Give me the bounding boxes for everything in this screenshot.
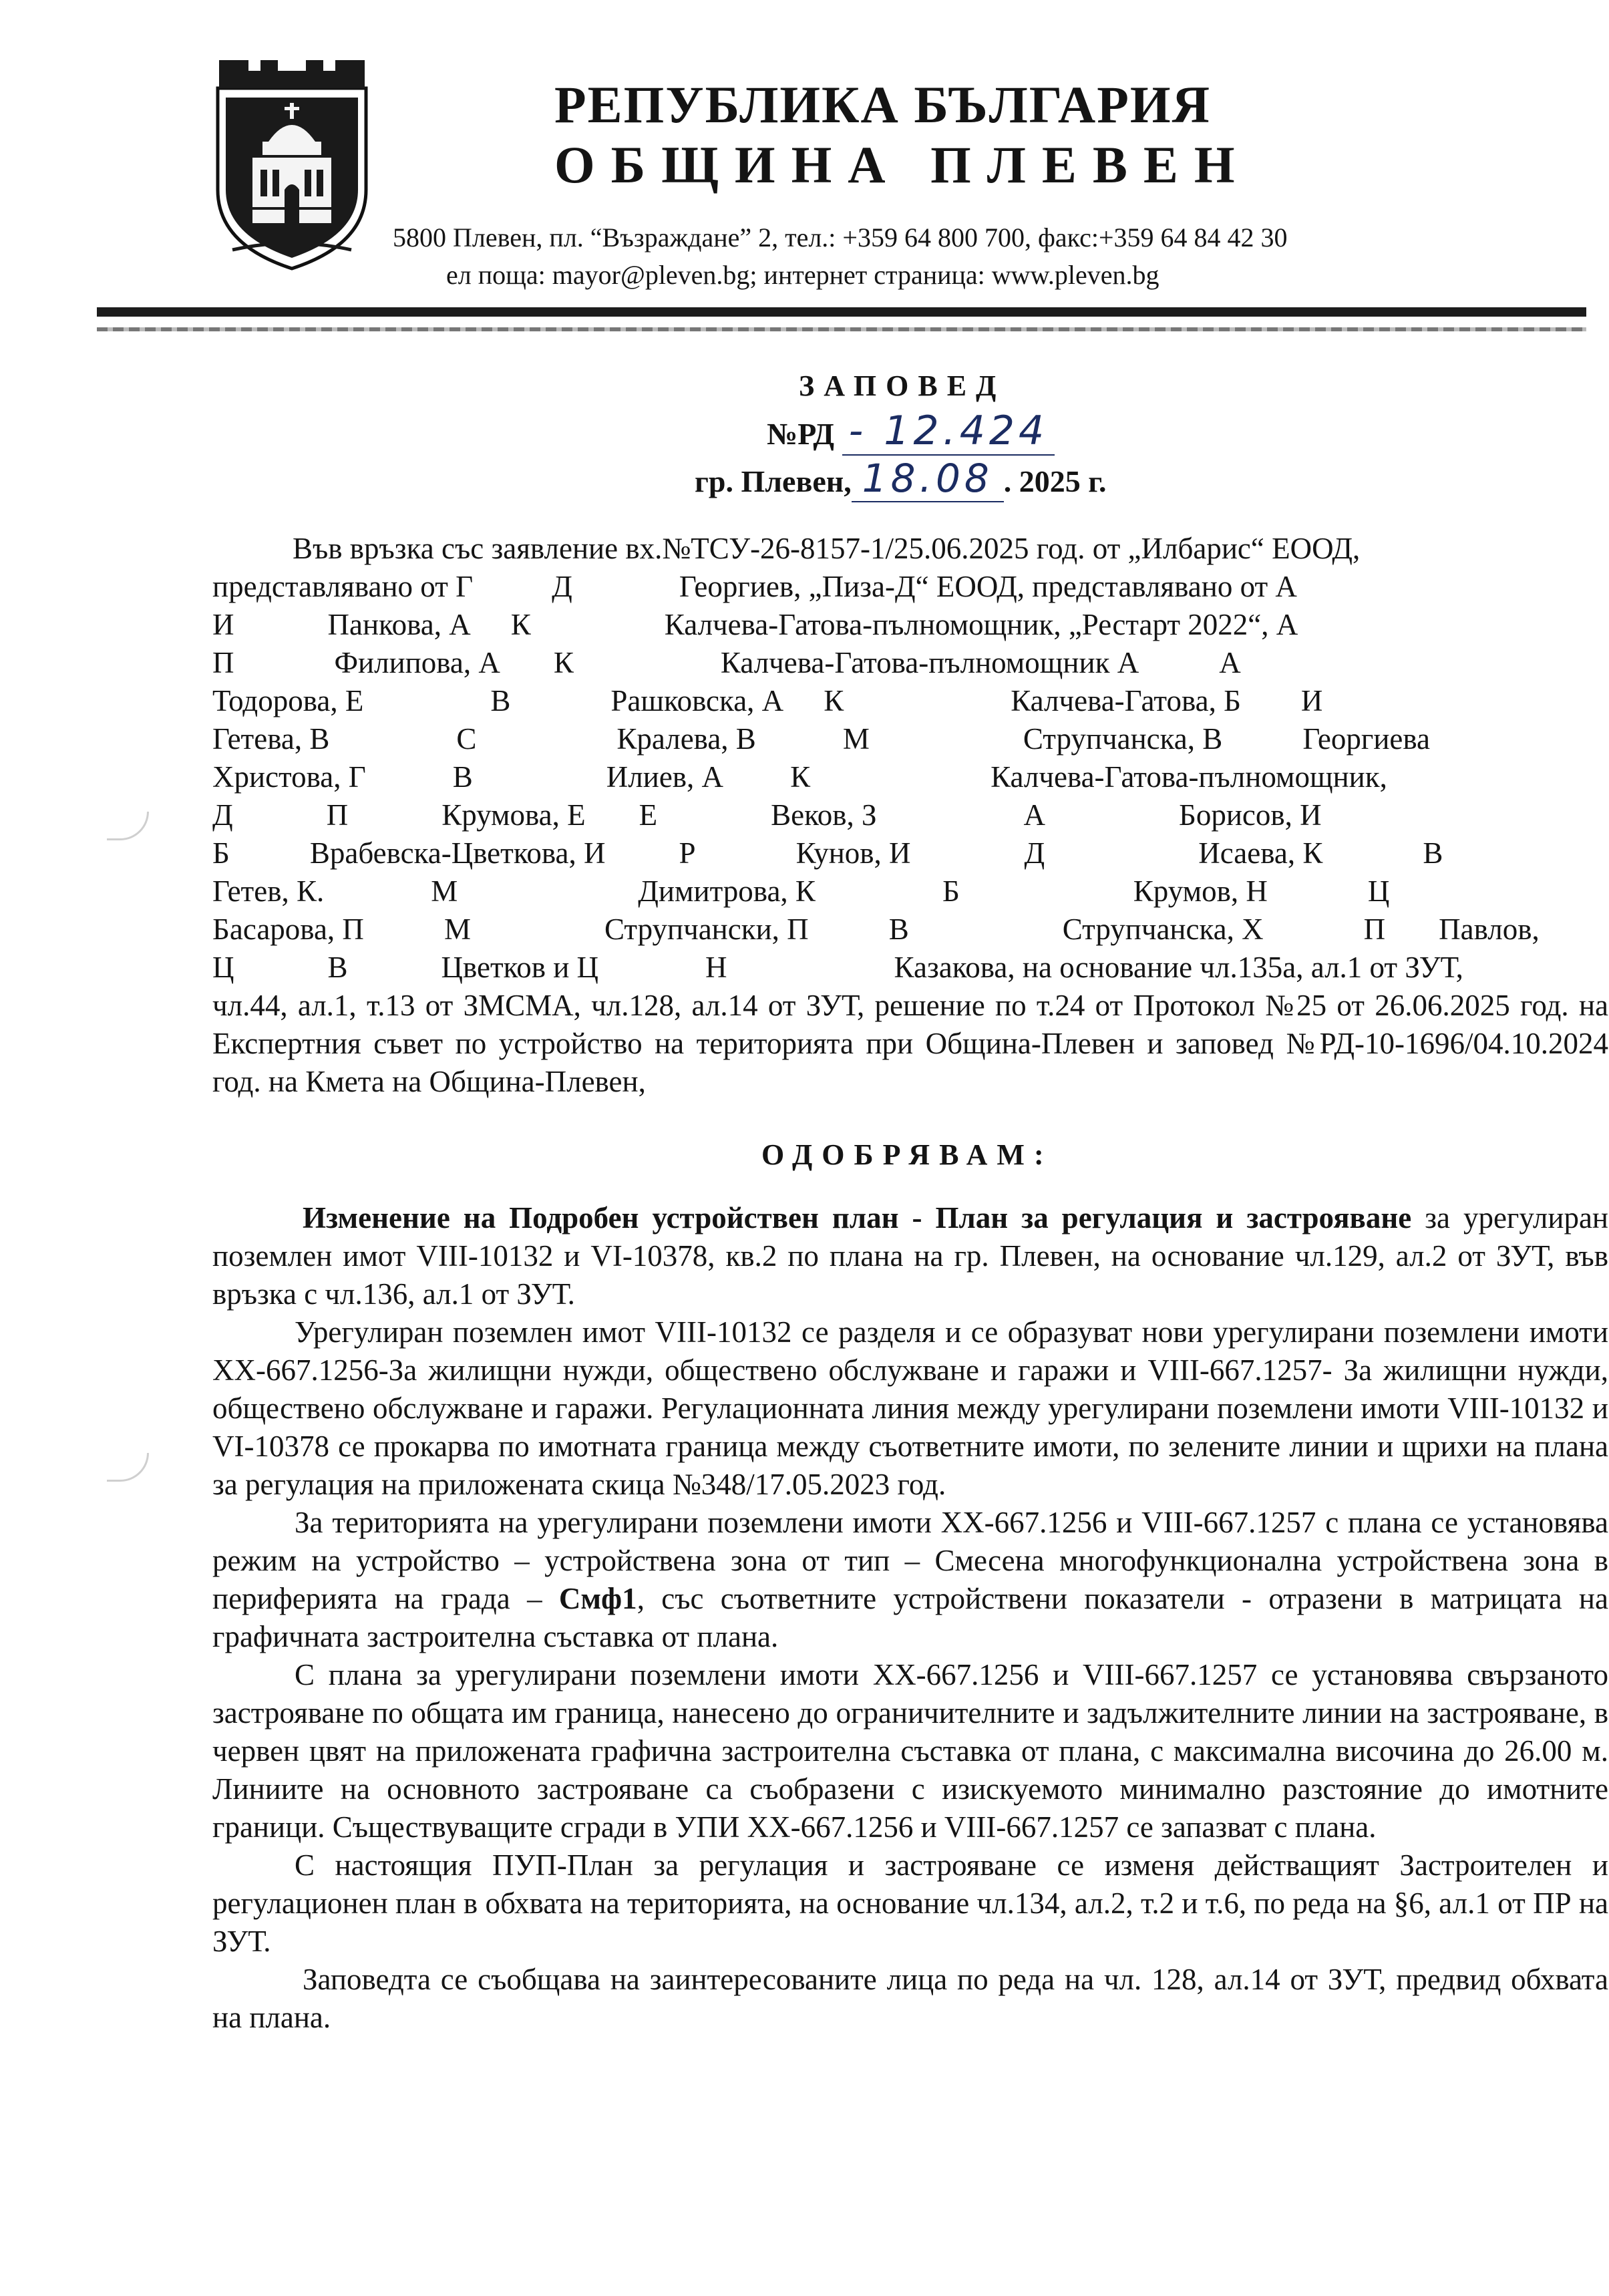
paragraph-zone	[212, 1504, 1608, 1656]
intro-text: Р	[679, 836, 696, 870]
intro-text: Гетев, К.	[212, 874, 325, 908]
order-date-handwritten: 18.08	[852, 456, 1004, 502]
intro-text: Филипова, А	[334, 646, 500, 679]
intro-text: Димитрова, К	[638, 874, 816, 908]
intro-text: М	[443, 913, 471, 946]
intro-text: Крумов, Н	[1133, 874, 1268, 908]
intro-text: Калчева-Гатова-пълномощник А	[720, 646, 1139, 679]
order-number-prefix: №РД	[767, 417, 835, 451]
order-title: ЗАПОВЕД	[799, 369, 1006, 402]
approve-heading: ОДОБРЯВАМ:	[761, 1138, 1053, 1171]
intro-text: Христова, Г	[212, 760, 366, 794]
intro-line	[212, 758, 1608, 796]
intro-text: Струпчански, П	[604, 913, 809, 946]
intro-text: Ц	[1367, 874, 1390, 908]
intro-text: Н	[705, 951, 727, 984]
intro-text: В	[490, 684, 511, 717]
intro-line	[212, 834, 1608, 872]
intro-text: Тодорова, Е	[212, 684, 364, 717]
intro-line	[212, 530, 1608, 568]
intro-text: И	[212, 608, 234, 641]
intro-line	[212, 682, 1608, 720]
intro-text: Б	[212, 836, 230, 870]
intro-line	[212, 872, 1608, 911]
intro-text: Басарова, П	[212, 913, 364, 946]
order-year: . 2025 г.	[1003, 464, 1107, 498]
order-place-date	[695, 456, 1107, 501]
paragraph-buildings: С плана за урегулирани поземлени имоти ХХ-667.1256 и VIII-667.1257 се установява свързаното застрояване по общата им граница, нанесено до ограничителните и задължителните линии на застрояване, в червен цвят на приложената графична застроителна съставка от плана, с максимална височина до 26.00 м. Линиите на основното застрояване са съобразени с изискуемото минимално разстояние до имотните граници. Съществуващите сгради в УПИ ХХ-667.1256 и VIII-667.1257 се запазват с плана.	[212, 1658, 1608, 1844]
intro-text: Павлов,	[1439, 913, 1540, 946]
intro-text: Струпчанска, В	[1023, 722, 1223, 756]
zone-text-b: , със съответните устройствени показатели - отразени в матрицата на графичната застроителна съставка от плана.	[212, 1582, 1608, 1653]
intro-text: К	[553, 646, 574, 679]
intro-text: В	[1423, 836, 1443, 870]
intro-lines	[212, 530, 1608, 987]
amendment-text: за урегулиран поземлен имот VIII-10132 и VI-10378, кв.2 по плана на гр. Плевен, на основание чл.129, ал.2 от ЗУТ, във връзка с чл.136, ал.1 от ЗУТ.	[212, 1201, 1608, 1311]
intro-text: Д	[212, 798, 233, 832]
intro-text: Гетева, В	[212, 722, 330, 756]
intro-text: Рашковска, А	[610, 684, 784, 717]
intro-text: Ц	[212, 951, 234, 984]
intro-text: И	[1300, 684, 1323, 717]
paragraph-plan-change: С настоящия ПУП-План за регулация и застрояване се изменя действащият Застроителен и регулационен план в обхвата на територията, на основание чл.134, ал.2, т.2 и т.6, по реда на §6, ал.1 от ПР на ЗУТ.	[212, 1848, 1608, 1958]
intro-text: Борисов, И	[1178, 798, 1322, 832]
intro-text: Веков, З	[771, 798, 877, 832]
intro-text: Цветков и Ц	[441, 951, 599, 984]
intro-text: Исаева, К	[1198, 836, 1323, 870]
intro-text: А	[1023, 798, 1045, 832]
header-divider-dashed	[97, 327, 1586, 331]
paragraph-amendment	[212, 1199, 1608, 1313]
header-contacts: ел поща: mayor@pleven.bg; интернет страница: www.pleven.bg	[446, 260, 1159, 290]
intro-text: Казакова, на основание чл.135а, ал.1 от ЗУТ,	[894, 951, 1463, 984]
order-body	[212, 1199, 1608, 2037]
intro-text: В	[452, 760, 473, 794]
intro-line	[212, 606, 1608, 644]
intro-text: П	[326, 798, 349, 832]
intro-text: П	[1363, 913, 1386, 946]
intro-line	[212, 644, 1608, 682]
intro-text: Крумова, Е	[441, 798, 586, 832]
intro-text: Във връзка със заявление вх.№ТСУ-26-8157-1/25.06.2025 год. от „Илбарис“ ЕООД,	[293, 532, 1361, 565]
intro-text: К	[790, 760, 811, 794]
intro-text: Георгиев, „Пиза-Д“ ЕООД, представлявано от А	[679, 570, 1297, 603]
intro-text: М	[431, 874, 458, 908]
intro-text: Струпчанска, Х	[1062, 913, 1264, 946]
header-municipality: ОБЩИНА ПЛЕВЕН	[554, 136, 1251, 194]
intro-text: М	[842, 722, 870, 756]
zone-code: Смф1	[558, 1582, 637, 1615]
paragraph-division: Урегулиран поземлен имот VIII-10132 се разделя и се образуват нови урегулирани поземлени имоти ХХ-667.1256-За жилищни нужди, обществено обслужване и гаражи и VIII-667.1257- За жилищни нужди, обществено обслужване и гаражи. Регулационната линия между урегулирани поземлени имоти VIII-10132 и VI-10378 се прокарва по имотната граница между съответните имоти, по зелените линии и щрихи на плана за регулация на приложената скица №348/17.05.2023 год.	[212, 1315, 1608, 1501]
header-country: РЕПУБЛИКА БЪЛГАРИЯ	[554, 75, 1211, 134]
header-divider	[97, 307, 1586, 317]
paragraph-notification: Заповедта се съобщава на заинтересованите лица по реда на чл. 128, ал.14 от ЗУТ, предвид обхвата на плана.	[212, 1963, 1608, 2034]
header-address: 5800 Плевен, пл. “Възраждане” 2, тел.: +359 64 800 700, факс:+359 64 84 42 30	[393, 222, 1288, 253]
intro-line	[212, 720, 1608, 758]
order-number-handwritten: - 12.424	[842, 407, 1055, 456]
intro-text: Врабевска-Цветкова, И	[309, 836, 606, 870]
intro-text: Панкова, А	[327, 608, 471, 641]
intro-text: Д	[1024, 836, 1045, 870]
intro-line	[212, 949, 1608, 987]
pleven-crest-icon	[212, 56, 371, 271]
intro-text: Георгиева	[1302, 722, 1431, 756]
intro-line	[212, 796, 1608, 834]
intro-text: А	[1219, 646, 1241, 679]
intro-text: В	[888, 913, 909, 946]
order-number	[767, 407, 1055, 454]
intro-text: представлявано от Г	[212, 570, 474, 603]
order-city: гр. Плевен,	[695, 464, 852, 498]
intro-text: П	[212, 646, 234, 679]
intro-text: К	[510, 608, 531, 641]
intro-text: Д	[552, 570, 572, 603]
intro-line	[212, 911, 1608, 949]
intro-text: Кралева, В	[616, 722, 756, 756]
intro-rest: чл.44, ал.1, т.13 от ЗМСМА, чл.128, ал.14 от ЗУТ, решение по т.24 от Протокол №25 от 26.06.2025 год. на Експертния съвет по устройство на територията при Община-Плевен и заповед №РД-10-1696/04.10.2024 год. на Кмета на Община-Плевен,	[212, 989, 1608, 1098]
intro-text: В	[327, 951, 348, 984]
intro-text: Калчева-Гатова-пълномощник, „Рестарт 2022“, А	[664, 608, 1298, 641]
intro-paragraph	[212, 530, 1608, 1101]
punch-hole-mark	[107, 812, 149, 840]
intro-text: Кунов, И	[795, 836, 911, 870]
intro-text: Илиев, А	[606, 760, 724, 794]
zone-text-a: За територията на урегулирани поземлени имоти ХХ-667.1256 и VIII-667.1257 с плана се установява режим на устройство – устройствена зона от тип – Смесена многофункционална устройствена зона в периферията на града –	[212, 1506, 1608, 1615]
intro-text: Калчева-Гатова, Б	[1011, 684, 1241, 717]
intro-text: К	[824, 684, 844, 717]
intro-text: С	[456, 722, 477, 756]
intro-line	[212, 568, 1608, 606]
intro-text: Е	[639, 798, 658, 832]
intro-text: Калчева-Гатова-пълномощник,	[991, 760, 1387, 794]
amendment-title: Изменение на Подробен устройствен план - План за регулация и застрояване	[303, 1201, 1412, 1235]
punch-hole-mark	[107, 1453, 149, 1482]
intro-text: Б	[942, 874, 960, 908]
